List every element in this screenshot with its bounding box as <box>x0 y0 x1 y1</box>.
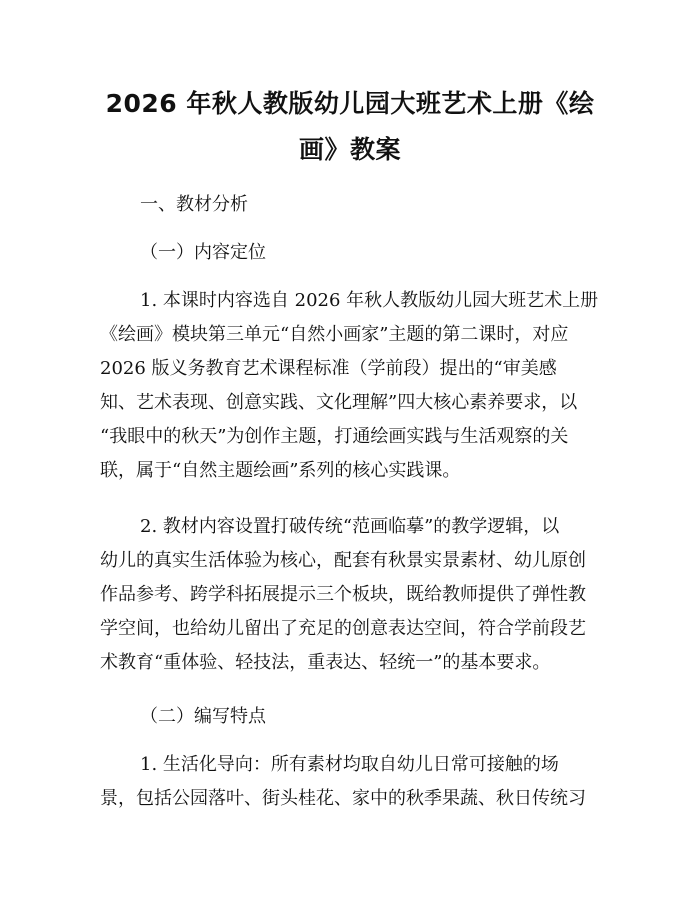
paragraph-2-line: 学空间，也给幼儿留出了充足的创意表达空间，符合学前段艺 <box>100 618 586 639</box>
document-title-line-2: 画》教案 <box>298 135 401 164</box>
paragraph-1-line: 《绘画》模块第三单元“自然小画家”主题的第二课时，对应 <box>100 324 569 345</box>
paragraph-2-line: 幼儿的真实生活体验为核心，配套有秋景实景素材、幼儿原创 <box>100 550 586 571</box>
paragraph-1-line: “我眼中的秋天”为创作主题，打通绘画实践与生活观察的关 <box>100 426 569 447</box>
paragraph-1-line: 联，属于“自然主题绘画”系列的核心实践课。 <box>100 460 461 481</box>
section-heading-textbook-analysis: 一、教材分析 <box>140 194 248 215</box>
subsection-heading-content-positioning: （一）内容定位 <box>140 242 266 263</box>
subsection-heading-writing-features: （二）编写特点 <box>140 706 266 727</box>
paragraph-2-line: 术教育“重体验、轻技法，重表达、轻统一”的基本要求。 <box>100 652 551 673</box>
paragraph-1-line: 2026 版义务教育艺术课程标准（学前段）提出的“审美感 <box>100 358 557 379</box>
paragraph-1-line: 知、艺术表现、创意实践、文化理解”四大核心素养要求，以 <box>100 392 578 413</box>
paragraph-3-line: 景，包括公园落叶、街头桂花、家中的秋季果蔬、秋日传统习 <box>100 788 586 809</box>
document-title-line-1: 2026 年秋人教版幼儿园大班艺术上册《绘 <box>105 89 595 118</box>
paragraph-2-line: 作品参考、跨学科拓展提示三个板块，既给教师提供了弹性教 <box>100 584 586 605</box>
paragraph-2-line: 2. 教材内容设置打破传统“范画临摹”的教学逻辑，以 <box>140 516 560 537</box>
paragraph-1-line: 1. 本课时内容选自 2026 年秋人教版幼儿园大班艺术上册 <box>140 290 599 311</box>
paragraph-3-line: 1. 生活化导向：所有素材均取自幼儿日常可接触的场 <box>140 754 559 775</box>
